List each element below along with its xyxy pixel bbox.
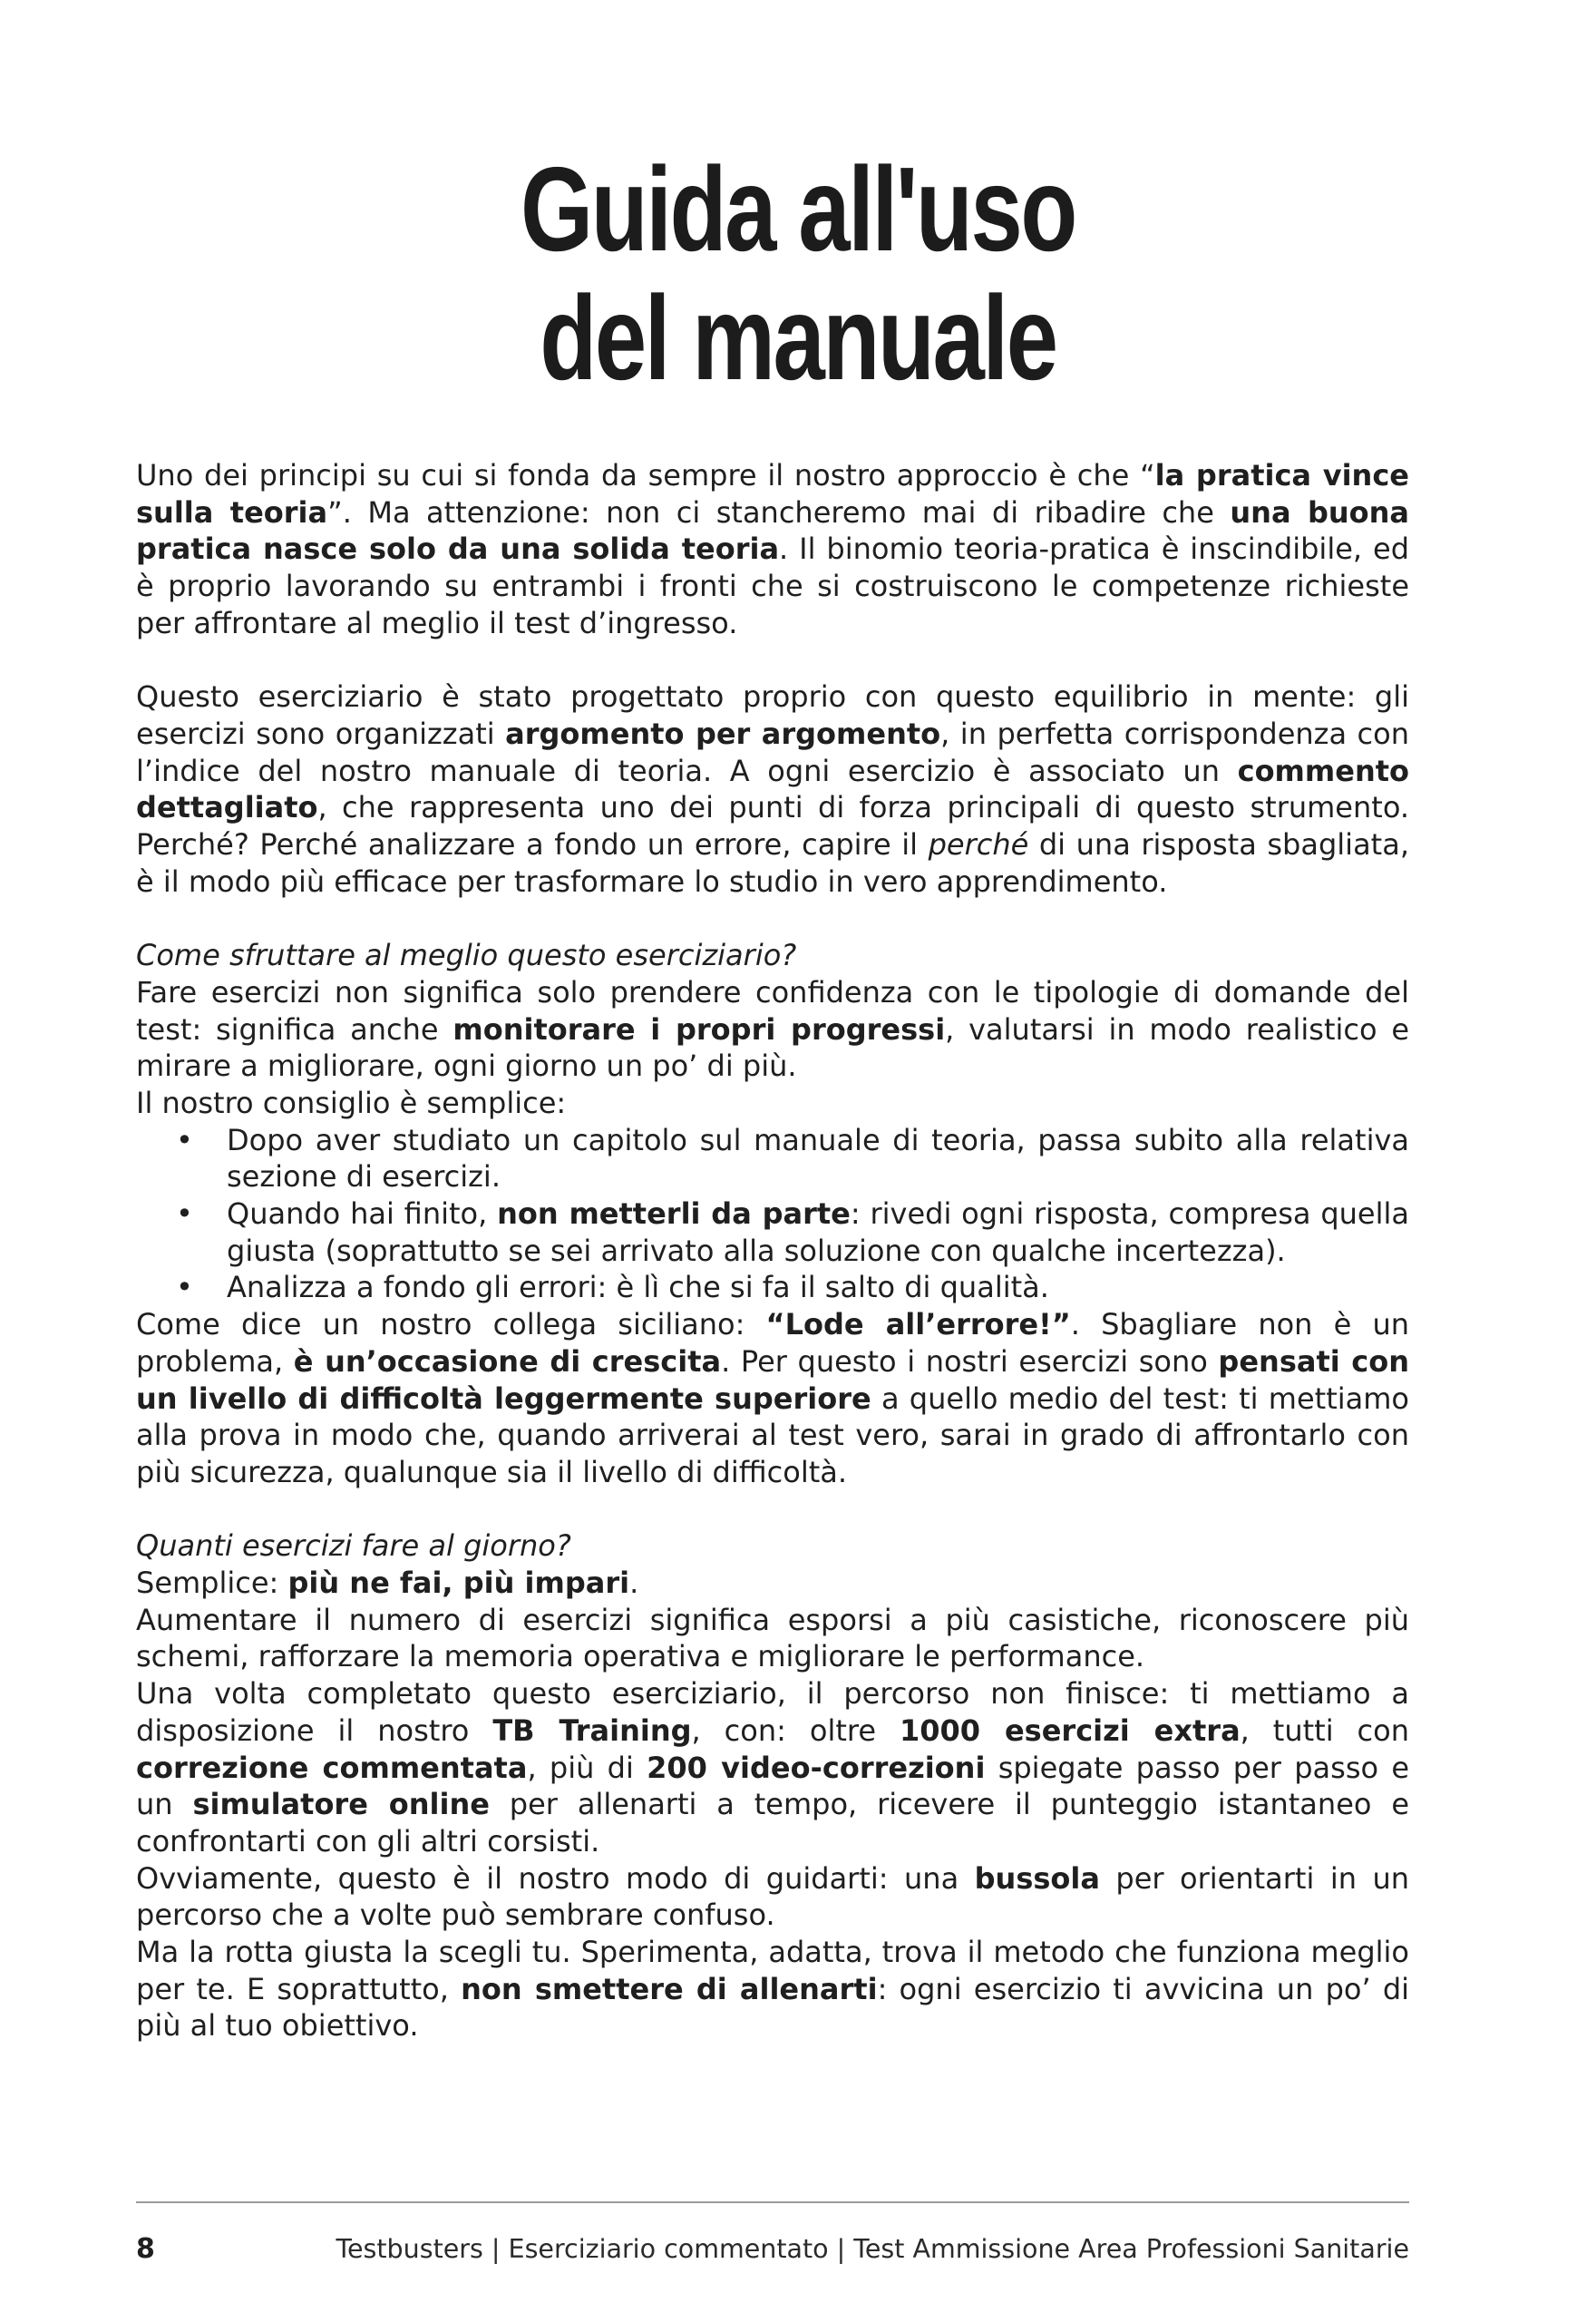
paragraph-aumentare: Aumentare il numero di esercizi significa esporsi a più casistiche, riconoscere più schemi, rafforzare la memoria operativa e migliorare le performance. xyxy=(136,1602,1409,1674)
title-line-1: Guida all'uso xyxy=(521,142,1075,276)
list-item xyxy=(136,1122,1409,1195)
list-item-text: Dopo aver studiato un capitolo sul manuale di teoria, passa subito alla relativa sezione di esercizi. xyxy=(227,1122,1409,1195)
paragraph-semplice: Semplice: più ne fai, più impari. xyxy=(136,1566,639,1601)
page-number: 8 xyxy=(136,2233,155,2265)
paragraph-fare-esercizi: Fare esercizi non significa solo prendere confidenza con le tipologie di domande del test: significa anche monitorare i propri progressi, valutarsi in modo realistico e mirare a migliorare, ogni giorno un po’ di più. xyxy=(136,974,1410,1084)
advice-list xyxy=(136,1122,1409,1307)
paragraph-rotta: Ma la rotta giusta la scegli tu. Sperimenta, adatta, trova il metodo che funziona meglio per te. E soprattutto, non smettere di allenarti: ogni esercizio ti avvicina un po’ di più al tuo obiettivo. xyxy=(136,1935,1410,2044)
page-title xyxy=(176,142,1421,405)
list-item-text: Analizza a fondo gli errori: è lì che si fa il salto di qualità. xyxy=(227,1270,1049,1305)
bullet-glyph: • xyxy=(176,1122,193,1157)
subheading-quanti-esercizi: Quanti esercizi fare al giorno? xyxy=(136,1528,571,1564)
bullet-glyph: • xyxy=(176,1270,193,1305)
paragraph-lode-errore: Come dice un nostro collega siciliano: “Lode all’errore!”. Sbagliare non è un problema, è un’occasione di crescita. Per questo i nostri esercizi sono pensati con un livello di difficoltà leggermente superiore a quello medio del test: ti mettiamo alla prova in modo che, quando arriverai al test vero, sarai in grado di affrontarlo con più sicurezza, qualunque sia il livello di difficoltà. xyxy=(136,1307,1410,1489)
paragraph-gap xyxy=(136,1491,1409,1528)
list-item-text: Quando hai finito, non metterli da parte: rivedi ogni risposta, compresa quella giusta (soprattutto se sei arrivato alla soluzione con qualche incertezza). xyxy=(227,1196,1410,1268)
paragraph-consiglio: Il nostro consiglio è semplice: xyxy=(136,1085,567,1120)
title-line-2: del manuale xyxy=(540,271,1056,405)
paragraph-intro: Uno dei principi su cui si fonda da sempre il nostro approccio è che “la pratica vince sulla teoria”. Ma attenzione: non ci stancheremo mai di ribadire che una buona pratica nasce solo da una solida teoria. Il binomio teoria-pratica è inscindibile, ed è proprio lavorando su entrambi i fronti che si costruiscono le competenze richieste per affrontare al meglio il test d’ingresso. xyxy=(136,458,1410,640)
paragraph-gap xyxy=(136,642,1409,679)
bullet-glyph: • xyxy=(176,1196,193,1232)
body-text xyxy=(136,457,1409,2044)
list-item xyxy=(136,1269,1409,1306)
subheading-come-sfruttare: Come sfruttare al meglio questo eserciziario? xyxy=(136,938,797,973)
paragraph-eserciziario: Questo eserciziario è stato progettato proprio con questo equilibrio in mente: gli esercizi sono organizzati argomento per argomento, in perfetta corrispondenza con l’indice del nostro manuale di teoria. A ogni esercizio è associato un commento dettagliato, che rappresenta uno dei punti di forza principali di questo strumento. Perché? Perché analizzare a fondo un errore, capire il perché di una risposta sbagliata, è il modo più efficace per trasformare lo studio in vero apprendimento. xyxy=(136,679,1410,899)
list-item xyxy=(136,1195,1409,1269)
footer-rule xyxy=(136,2201,1409,2203)
paragraph-tb-training: Una volta completato questo eserciziario, il percorso non finisce: ti mettiamo a disposizione il nostro TB Training, con: oltre 1000 esercizi extra, tutti con correzione commentata, più di 200 video-correzioni spiegate passo per passo e un simulatore online per allenarti a tempo, ricevere il punteggio istantaneo e confrontarti con gli altri corsisti. xyxy=(136,1676,1410,1859)
paragraph-gap xyxy=(136,900,1409,937)
paragraph-bussola: Ovviamente, questo è il nostro modo di guidarti: una bussola per orientarti in un percorso che a volte può sembrare confuso. xyxy=(136,1860,1410,1933)
running-footer: Testbusters | Eserciziario commentato | Test Ammissione Area Professioni Sanitarie xyxy=(336,2234,1409,2264)
